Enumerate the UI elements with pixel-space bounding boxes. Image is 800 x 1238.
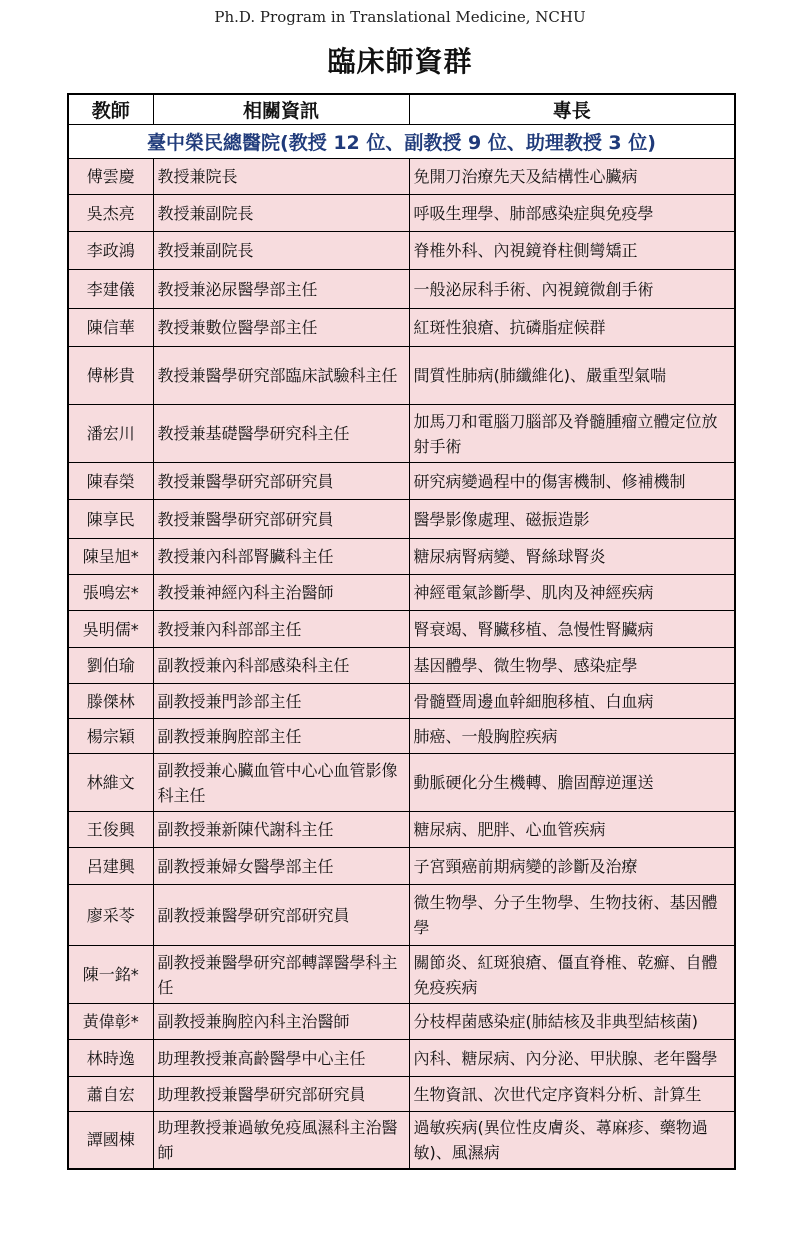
table-row (68, 539, 735, 575)
faculty-table (67, 93, 736, 1170)
table-row (68, 754, 735, 812)
faculty-name: 傅雲慶 (68, 159, 153, 195)
faculty-name: 林維文 (68, 754, 153, 812)
faculty-name: 陳信華 (68, 309, 153, 347)
hospital-group-label: 臺中榮民總醫院(教授 12 位、副教授 9 位、助理教授 3 位) (68, 125, 735, 159)
faculty-name: 李政鴻 (68, 232, 153, 270)
table-row (68, 309, 735, 347)
faculty-name: 陳享民 (68, 500, 153, 539)
faculty-specialty: 呼吸生理學、肺部感染症與免疫學 (409, 195, 735, 232)
faculty-position: 助理教授兼醫學研究部研究員 (153, 1077, 409, 1112)
faculty-position: 教授兼醫學研究部研究員 (153, 463, 409, 500)
table-row (68, 719, 735, 754)
table-row (68, 195, 735, 232)
table-row (68, 575, 735, 611)
faculty-position: 教授兼副院長 (153, 195, 409, 232)
faculty-name: 譚國棟 (68, 1112, 153, 1169)
faculty-position: 助理教授兼過敏免疫風濕科主治醫師 (153, 1112, 409, 1169)
faculty-specialty: 子宮頸癌前期病變的診斷及治療 (409, 848, 735, 885)
faculty-specialty: 神經電氣診斷學、肌肉及神經疾病 (409, 575, 735, 611)
table-row (68, 159, 735, 195)
faculty-position: 副教授兼醫學研究部研究員 (153, 885, 409, 946)
table-row (68, 405, 735, 463)
faculty-name: 陳春榮 (68, 463, 153, 500)
faculty-specialty: 研究病變過程中的傷害機制、修補機制 (409, 463, 735, 500)
table-row (68, 463, 735, 500)
hospital-group-row (68, 125, 735, 159)
table-row (68, 946, 735, 1004)
faculty-specialty: 間質性肺病(肺纖維化)、嚴重型氣喘 (409, 347, 735, 405)
faculty-name: 滕傑林 (68, 684, 153, 719)
program-subtitle: Ph.D. Program in Translational Medicine, NCHU (214, 8, 586, 26)
faculty-specialty: 一般泌尿科手術、內視鏡微創手術 (409, 270, 735, 309)
table-row (68, 1077, 735, 1112)
faculty-specialty: 免開刀治療先天及結構性心臟病 (409, 159, 735, 195)
faculty-position: 教授兼院長 (153, 159, 409, 195)
faculty-position: 教授兼泌尿醫學部主任 (153, 270, 409, 309)
faculty-specialty: 分枝桿菌感染症(肺結核及非典型結核菌) (409, 1004, 735, 1040)
faculty-specialty: 內科、糖尿病、內分泌、甲狀腺、老年醫學 (409, 1040, 735, 1077)
table-row (68, 1112, 735, 1169)
faculty-name: 黃偉彰* (68, 1004, 153, 1040)
faculty-specialty: 動脈硬化分生機轉、膽固醇逆運送 (409, 754, 735, 812)
table-header-row (68, 94, 735, 125)
faculty-name: 張鳴宏* (68, 575, 153, 611)
table-row (68, 232, 735, 270)
table-row (68, 1040, 735, 1077)
table-row (68, 1004, 735, 1040)
faculty-position: 教授兼副院長 (153, 232, 409, 270)
faculty-name: 楊宗穎 (68, 719, 153, 754)
faculty-position: 教授兼醫學研究部臨床試驗科主任 (153, 347, 409, 405)
faculty-position: 教授兼神經內科主治醫師 (153, 575, 409, 611)
faculty-name: 傅彬貴 (68, 347, 153, 405)
faculty-position: 教授兼內科部腎臟科主任 (153, 539, 409, 575)
faculty-specialty: 骨髓暨周邊血幹細胞移植、白血病 (409, 684, 735, 719)
faculty-name: 陳一銘* (68, 946, 153, 1004)
faculty-specialty: 肺癌、一般胸腔疾病 (409, 719, 735, 754)
faculty-name: 廖采苓 (68, 885, 153, 946)
faculty-specialty: 關節炎、紅斑狼瘡、僵直脊椎、乾癬、自體免疫疾病 (409, 946, 735, 1004)
table-row (68, 347, 735, 405)
table-row (68, 812, 735, 848)
faculty-position: 副教授兼心臟血管中心心血管影像科主任 (153, 754, 409, 812)
table-row (68, 885, 735, 946)
column-header-specialty: 專長 (409, 94, 735, 125)
faculty-name: 王俊興 (68, 812, 153, 848)
column-header-info: 相關資訊 (153, 94, 409, 125)
faculty-name: 吳杰亮 (68, 195, 153, 232)
faculty-name: 潘宏川 (68, 405, 153, 463)
table-row (68, 611, 735, 648)
faculty-name: 林時逸 (68, 1040, 153, 1077)
faculty-specialty: 腎衰竭、腎臟移植、急慢性腎臟病 (409, 611, 735, 648)
faculty-specialty: 醫學影像處理、磁振造影 (409, 500, 735, 539)
faculty-specialty: 基因體學、微生物學、感染症學 (409, 648, 735, 684)
table-row (68, 648, 735, 684)
faculty-specialty: 生物資訊、次世代定序資料分析、計算生 (409, 1077, 735, 1112)
faculty-position: 副教授兼內科部感染科主任 (153, 648, 409, 684)
faculty-position: 助理教授兼高齡醫學中心主任 (153, 1040, 409, 1077)
faculty-specialty: 過敏疾病(異位性皮膚炎、蕁麻疹、藥物過敏)、風濕病 (409, 1112, 735, 1169)
faculty-position: 副教授兼醫學研究部轉譯醫學科主任 (153, 946, 409, 1004)
faculty-name: 李建儀 (68, 270, 153, 309)
faculty-rows (68, 159, 735, 1169)
faculty-position: 教授兼基礎醫學研究科主任 (153, 405, 409, 463)
page-title: 臨床師資群 (327, 45, 473, 78)
faculty-name: 陳呈旭* (68, 539, 153, 575)
faculty-specialty: 糖尿病腎病變、腎絲球腎炎 (409, 539, 735, 575)
faculty-name: 蕭自宏 (68, 1077, 153, 1112)
table-row (68, 684, 735, 719)
table-row (68, 500, 735, 539)
table-row (68, 848, 735, 885)
table-row (68, 270, 735, 309)
faculty-position: 副教授兼胸腔部主任 (153, 719, 409, 754)
faculty-position: 副教授兼門診部主任 (153, 684, 409, 719)
faculty-name: 吳明儒* (68, 611, 153, 648)
faculty-name: 呂建興 (68, 848, 153, 885)
faculty-specialty: 脊椎外科、內視鏡脊柱側彎矯正 (409, 232, 735, 270)
faculty-position: 教授兼數位醫學部主任 (153, 309, 409, 347)
faculty-position: 教授兼內科部部主任 (153, 611, 409, 648)
faculty-position: 副教授兼胸腔內科主治醫師 (153, 1004, 409, 1040)
faculty-position: 教授兼醫學研究部研究員 (153, 500, 409, 539)
faculty-position: 副教授兼婦女醫學部主任 (153, 848, 409, 885)
faculty-specialty: 微生物學、分子生物學、生物技術、基因體學 (409, 885, 735, 946)
faculty-specialty: 糖尿病、肥胖、心血管疾病 (409, 812, 735, 848)
faculty-specialty: 紅斑性狼瘡、抗磷脂症候群 (409, 309, 735, 347)
column-header-teacher: 教師 (68, 94, 153, 125)
faculty-name: 劉伯瑜 (68, 648, 153, 684)
faculty-specialty: 加馬刀和電腦刀腦部及脊髓腫瘤立體定位放射手術 (409, 405, 735, 463)
faculty-position: 副教授兼新陳代謝科主任 (153, 812, 409, 848)
